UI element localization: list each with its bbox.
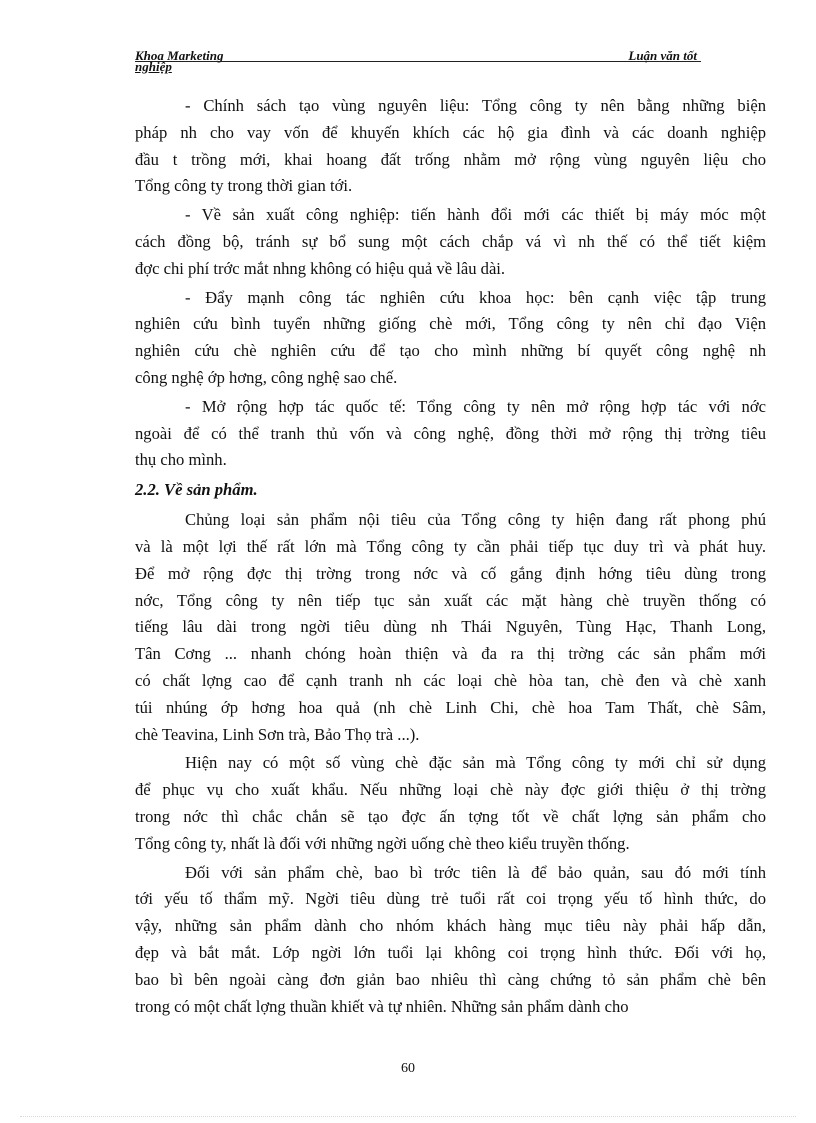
text-line: công nghệ ớp hơng, công nghệ sao chế. <box>135 367 398 387</box>
text-line: nghiên cứu chè nghiên cứu để tạo cho mình những bí quyết công nghệ nh <box>135 341 766 361</box>
text-line: bao bì bên ngoài càng đơn giản bao nhiêu thì càng chứng tỏ sản phẩm chè bên <box>135 969 766 989</box>
text-line: Hiện nay có một số vùng chè đặc sản mà Tổng công ty mới chỉ sử dụng <box>185 753 766 773</box>
text-line: Tổng công ty, nhất là đối với những ngời uống chè theo kiểu truyền thống. <box>135 833 630 853</box>
paragraph <box>135 750 766 857</box>
text-line: đợc chi phí trớc mắt nhng không có hiệu quả về lâu dài. <box>135 258 506 278</box>
text-line: cách đồng bộ, tránh sự bổ sung một cách chắp vá vì nh thế có thể tiết kiệm <box>135 231 766 251</box>
text-line: Đối với sản phẩm chè, bao bì trớc tiên là để bảo quản, sau đó mới tính <box>185 862 766 882</box>
text-line: đầu t trồng mới, khai hoang đất trống nhằm mở rộng vùng nguyên liệu cho <box>135 149 766 169</box>
text-line: Tân Cơng ... nhanh chóng hoàn thiện và đa ra thị trờng các sản phẩm mới <box>135 644 766 664</box>
section-heading: 2.2. Về sản phẩm. <box>135 480 258 500</box>
paragraph <box>135 285 766 392</box>
text-line: - Đẩy mạnh công tác nghiên cứu khoa học: bên cạnh việc tập trung <box>185 287 766 307</box>
text-line: tiếng lâu dài trong ngời tiêu dùng nh Thái Nguyên, Tùng Hạc, Thanh Long, <box>135 617 766 637</box>
text-line: túi nhúng ớp hơng hoa quả (nh chè Linh Chi, chè hoa Tam Thất, chè Sâm, <box>135 697 766 717</box>
paragraph <box>135 860 766 1021</box>
page-bottom-divider <box>20 1116 796 1117</box>
text-line: trong có một chất lợng thuần khiết và tự nhiên. Những sản phẩm dành cho <box>135 996 629 1016</box>
text-line: thụ cho mình. <box>135 450 227 470</box>
text-line: nớc, Tổng công ty nên tiếp tục sản xuất các mặt hàng chè truyền thống có <box>135 590 766 610</box>
text-line: Chủng loại sản phẩm nội tiêu của Tổng công ty hiện đang rất phong phú <box>185 510 766 530</box>
text-line: và là một lợi thế rất lớn mà Tổng công ty cần phải tiếp tục duy trì và phát huy. <box>135 536 766 556</box>
page-header <box>135 50 701 80</box>
text-line: nghiên cứu bình tuyển những giống chè mới, Tổng công ty nên chỉ đạo Viện <box>135 314 766 334</box>
text-line: tới yếu tố thẩm mỹ. Ngời tiêu dùng trẻ tuổi rất coi trọng yếu tố hình thức, do <box>135 889 766 909</box>
paragraph <box>135 394 766 474</box>
header-rule <box>135 61 701 62</box>
text-line: Để mở rộng đợc thị trờng trong nớc và cố gắng định hớng tiêu dùng trong <box>135 563 766 583</box>
paragraph <box>135 507 766 748</box>
page-body <box>135 93 766 1022</box>
text-line: đẹp và bắt mắt. Lớp ngời lớn tuổi lại không coi trọng hình thức. Đối với họ, <box>135 942 766 962</box>
text-line: để phục vụ cho xuất khẩu. Nếu những loại chè này đợc giới thiệu ở thị trờng <box>135 780 766 800</box>
text-line: - Mở rộng hợp tác quốc tế: Tổng công ty nên mở rộng hợp tác với nớc <box>185 396 766 416</box>
page-number: 60 <box>401 1061 415 1076</box>
paragraph <box>135 202 766 282</box>
text-line: có chất lợng cao để cạnh tranh nh các loại chè hòa tan, chè đen và chè xanh <box>135 670 766 690</box>
text-line: - Chính sách tạo vùng nguyên liệu: Tổng công ty nên bằng những biện <box>185 96 766 115</box>
text-line: chè Teavina, Linh Sơn trà, Bảo Thọ trà ...). <box>135 724 420 744</box>
text-line: - Về sản xuất công nghiệp: tiến hành đổi mới các thiết bị máy móc một <box>185 205 766 225</box>
text-line: vậy, những sản phẩm dành cho nhóm khách hàng mục tiêu này phải hấp dẫn, <box>135 916 766 936</box>
header-left-text-line2: nghiệp <box>135 59 172 74</box>
header-left-text: Khoa Marketing <box>135 48 224 63</box>
paragraph <box>135 93 766 200</box>
text-line: pháp nh cho vay vốn để khuyến khích các hộ gia đình và các doanh nghiệp <box>135 122 766 142</box>
text-line: trong nớc thì chắc chắn sẽ tạo đợc ấn tợng tốt về chất lợng sản phẩm cho <box>135 806 766 826</box>
text-line: Tổng công ty trong thời gian tới. <box>135 176 353 196</box>
header-right: Luận văn tốt <box>628 48 697 63</box>
text-line: ngoài để có thể tranh thủ vốn và công nghệ, đồng thời mở rộng thị trờng tiêu <box>135 423 766 443</box>
